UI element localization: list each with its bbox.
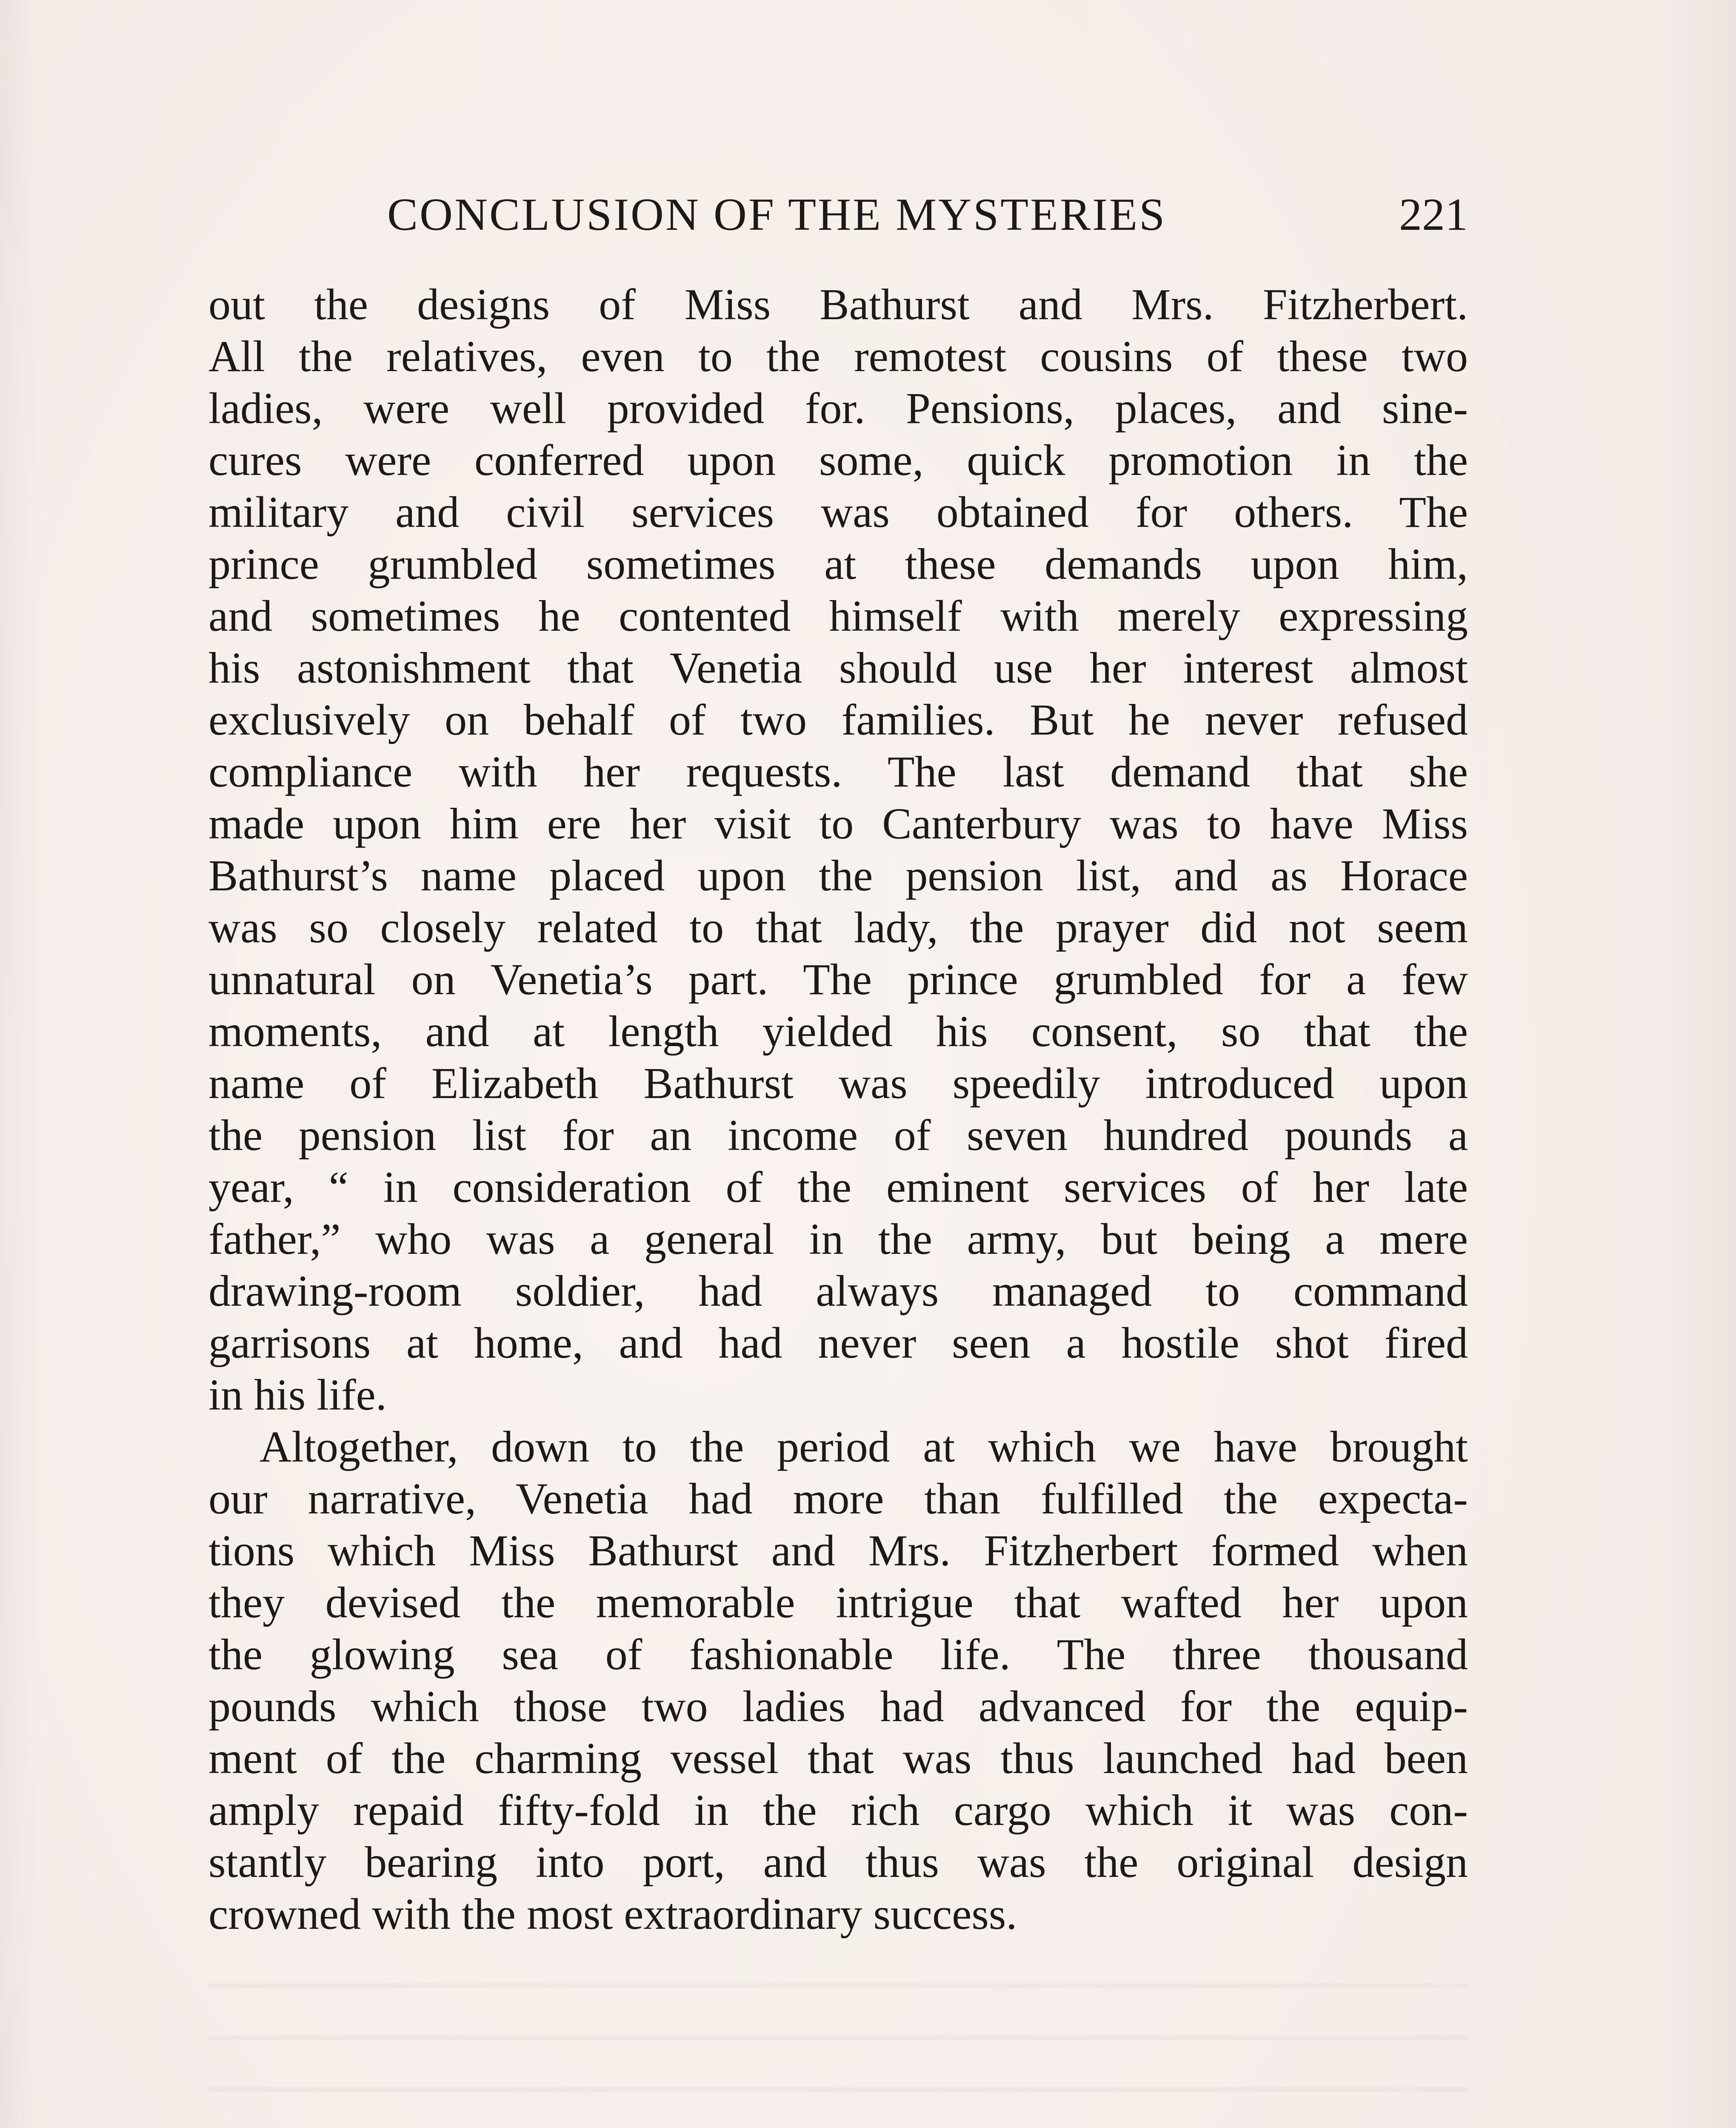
text-line: Altogether, down to the period at which we have brought (260, 1422, 1468, 1471)
text-line: crowned with the most extraordinary success. (208, 1890, 1017, 1939)
text-line: compliance with her requests. The last demand that she (208, 747, 1468, 796)
text-line: All the relatives, even to the remotest cousins of these two (208, 332, 1468, 381)
text-line: made upon him ere her visit to Canterbury was to have Miss (208, 799, 1468, 848)
page-number: 221 (1399, 189, 1468, 240)
body-text (208, 279, 1468, 1940)
text-line: and sometimes he contented himself with merely expressing (208, 592, 1468, 641)
text-line: prince grumbled sometimes at these demands upon him, (208, 540, 1468, 589)
text-line: garrisons at home, and had never seen a hostile shot fired (208, 1319, 1468, 1367)
text-line: Bathurst’s name placed upon the pension list, and as Horace (208, 851, 1468, 900)
text-line: tions which Miss Bathurst and Mrs. Fitzherbert formed when (208, 1526, 1468, 1575)
text-line: military and civil services was obtained for others. The (208, 488, 1468, 537)
text-line: father,” who was a general in the army, but being a mere (208, 1215, 1468, 1264)
paragraph-2 (208, 1421, 1468, 1940)
running-title: CONCLUSION OF THE MYSTERIES (387, 189, 1167, 240)
text-line: out the designs of Miss Bathurst and Mrs. Fitzherbert. (208, 280, 1468, 329)
text-line: our narrative, Venetia had more than fulfilled the expecta- (208, 1474, 1468, 1523)
text-line: ment of the charming vessel that was thus launched had been (208, 1734, 1468, 1783)
text-line: moments, and at length yielded his consent, so that the (208, 1007, 1468, 1056)
text-line: the glowing sea of fashionable life. The three thousand (208, 1630, 1468, 1679)
text-line: drawing-room soldier, had always managed to command (208, 1267, 1468, 1316)
text-line: name of Elizabeth Bathurst was speedily introduced upon (208, 1059, 1468, 1108)
text-line: they devised the memorable intrigue that wafted her upon (208, 1578, 1468, 1627)
running-head (208, 183, 1468, 247)
show-through-shadow (208, 1958, 1468, 2128)
paragraph-1 (208, 279, 1468, 1421)
text-line: stantly bearing into port, and thus was the original design (208, 1838, 1468, 1887)
text-line: amply repaid fifty-fold in the rich cargo which it was con- (208, 1786, 1468, 1835)
text-line: exclusively on behalf of two families. But he never refused (208, 695, 1468, 744)
text-line: in his life. (208, 1370, 387, 1419)
text-line: his astonishment that Venetia should use her interest almost (208, 644, 1468, 692)
text-line: was so closely related to that lady, the prayer did not seem (208, 903, 1468, 952)
text-line: cures were conferred upon some, quick promotion in the (208, 436, 1468, 485)
text-line: pounds which those two ladies had advanced for the equip- (208, 1682, 1468, 1731)
text-line: ladies, were well provided for. Pensions, places, and sine- (208, 384, 1468, 433)
text-line: unnatural on Venetia’s part. The prince grumbled for a few (208, 955, 1468, 1004)
text-line: year, “ in consideration of the eminent services of her late (208, 1163, 1468, 1212)
text-line: the pension list for an income of seven hundred pounds a (208, 1111, 1468, 1160)
